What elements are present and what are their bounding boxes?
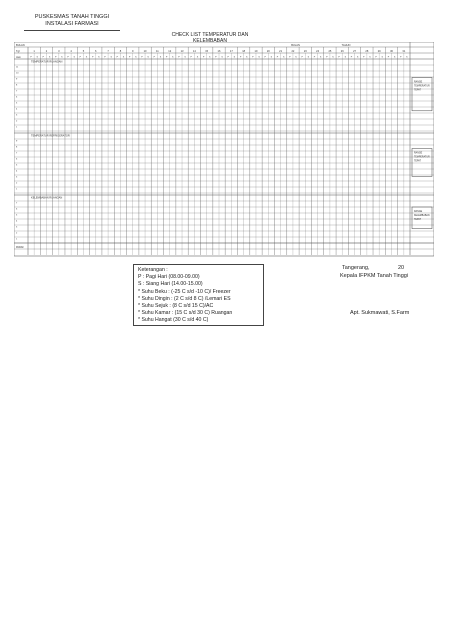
row-tick-label: 10	[16, 72, 19, 75]
header-organization	[24, 14, 120, 28]
day-number: 17	[229, 50, 233, 53]
shift-code: S	[282, 56, 285, 59]
shift-code: P	[178, 56, 180, 59]
row-tick-label: 3	[16, 114, 18, 117]
org-name: PUSKESMAS TANAH TINGGI	[34, 14, 110, 20]
signature-name: Apt. Sukmawati, S.Farm	[350, 310, 410, 316]
shift-code: P	[227, 56, 229, 59]
shift-code: S	[209, 56, 211, 59]
shift-code: P	[190, 56, 193, 59]
day-number: 22	[291, 50, 295, 53]
day-number: 8	[119, 50, 122, 53]
row-tick-label: 8	[16, 84, 18, 87]
day-number: 24	[316, 50, 320, 53]
shift-code: P	[326, 56, 328, 59]
shift-code: S	[48, 56, 51, 59]
shift-code: S	[36, 56, 38, 59]
legend-freezer: * Suhu Beku : (-25 C s/d -10 C)/ Freezer	[138, 288, 231, 295]
legend-box	[133, 264, 264, 326]
shift-code: P	[128, 56, 131, 59]
year-label: TAHUN	[341, 44, 351, 47]
shift-code: P	[54, 56, 57, 59]
row-tick-label: 3	[16, 176, 18, 179]
row-tick-label: 8	[16, 146, 18, 149]
shift-code: S	[159, 56, 162, 59]
row-tick-label: 6	[16, 96, 18, 99]
shift-code: P	[387, 56, 390, 59]
range-note-text: TEMPERATUR	[414, 85, 430, 88]
shift-code: P	[116, 56, 119, 59]
signature-role: Kepala IFPKM Tanah Tinggi	[340, 273, 409, 279]
day-number: 15	[205, 50, 209, 53]
month-label-middle: BULAN	[291, 44, 300, 47]
shift-code: S	[184, 56, 186, 59]
org-unit: INSTALASI FARMASI	[45, 21, 99, 27]
day-number: 11	[156, 50, 159, 53]
day-number: 26	[340, 50, 344, 53]
row-tick-label: 4	[16, 108, 18, 111]
shift-code: S	[270, 56, 273, 59]
range-note-text: TEMPERATUR	[414, 156, 430, 159]
day-number: 19	[254, 50, 258, 53]
shift-code: S	[356, 56, 359, 59]
shift-code: S	[61, 56, 63, 59]
range-note-text: KELEMBABAN	[414, 215, 430, 217]
section-title: TEMPERATUR RUANGAN	[31, 60, 63, 64]
shift-code: P	[42, 56, 45, 59]
row-tick-label: 7	[16, 202, 18, 205]
shift-code: P	[215, 56, 217, 59]
day-number: 21	[279, 50, 283, 53]
shift-code: P	[153, 56, 156, 59]
footer-row-label: PARAF	[16, 246, 24, 249]
day-number: 6	[95, 50, 97, 53]
day-number: 25	[328, 50, 332, 53]
day-number: 31	[402, 50, 406, 53]
day-number: 13	[180, 50, 184, 53]
range-note-text: RANGE	[414, 81, 423, 84]
day-number: 9	[132, 50, 134, 53]
shift-code: P	[313, 56, 316, 59]
shift-code: S	[406, 56, 408, 59]
title-line-1: CHECK LIST TEMPERATUR DAN	[171, 32, 249, 38]
shift-header-label: Jam	[16, 56, 21, 59]
day-number: 14	[192, 50, 196, 53]
shift-code: P	[104, 56, 106, 59]
legend-cool: * Suhu Sejuk : (8 C s/d 15 C)/AC	[138, 303, 214, 310]
row-tick-label: 4	[16, 170, 18, 173]
shift-code: P	[264, 56, 266, 59]
row-tick-label: 7	[16, 90, 18, 93]
shift-code: S	[122, 56, 125, 59]
shift-code: S	[332, 56, 334, 59]
title-line-2: KELEMBABAN	[193, 38, 227, 44]
shift-code: S	[295, 56, 297, 59]
day-number: 10	[143, 50, 147, 53]
checklist-table	[14, 42, 434, 267]
day-number: 28	[365, 50, 369, 53]
shift-code: S	[135, 56, 137, 59]
legend-cold: * Suhu Dingin : (2 C s/d 8 C) /Lemari ES	[138, 295, 231, 302]
shift-code: P	[363, 56, 365, 59]
legend-morning: P : Pagi Hari (08.00-09.00)	[138, 274, 200, 281]
row-tick-label: 1	[16, 188, 18, 191]
shift-code: P	[91, 56, 94, 59]
shift-code: P	[400, 56, 402, 59]
row-tick-label: 4	[16, 220, 18, 223]
shift-code: S	[98, 56, 100, 59]
shift-code: P	[79, 56, 82, 59]
shift-code: P	[165, 56, 168, 59]
day-number: 23	[303, 50, 307, 53]
legend-warm: * Suhu Hangat (30 C s/d 40 C)	[138, 317, 209, 324]
shift-code: P	[350, 56, 353, 59]
day-number: 4	[70, 50, 72, 53]
day-number: 5	[82, 50, 85, 53]
row-tick-label: 1	[16, 238, 18, 241]
shift-code: P	[202, 56, 205, 59]
range-note-text: TEPAT	[414, 160, 422, 163]
legend-heading: Keterangan :	[138, 267, 168, 273]
row-tick-label: 2	[16, 120, 18, 123]
shift-code: S	[381, 56, 384, 59]
day-number: 12	[168, 50, 172, 53]
shift-code: P	[289, 56, 291, 59]
shift-code: S	[221, 56, 223, 59]
row-tick-label: 5	[16, 164, 18, 167]
day-number: 1	[33, 50, 35, 53]
day-number: 27	[353, 50, 356, 53]
shift-code: S	[233, 56, 236, 59]
shift-code: S	[369, 56, 371, 59]
day-number: 7	[107, 50, 109, 53]
shift-code: P	[276, 56, 279, 59]
shift-code: S	[319, 56, 322, 59]
month-label-left: BULAN	[16, 44, 25, 47]
row-tick-label: 11	[16, 66, 19, 69]
row-tick-label: 9	[16, 78, 18, 81]
day-number: 3	[58, 50, 60, 53]
row-tick-label: 7	[16, 152, 18, 155]
day-number: 20	[266, 50, 270, 53]
shift-code: P	[252, 56, 254, 59]
range-note-text: RANGE	[414, 152, 423, 155]
shift-code: S	[393, 56, 396, 59]
row-tick-label: 2	[16, 182, 18, 185]
section-title: KELEMBABAN RUANGAN	[31, 196, 63, 200]
row-tick-label: 5	[16, 214, 18, 217]
header-underline	[24, 30, 120, 31]
shift-code: P	[239, 56, 242, 59]
day-number: 18	[242, 50, 246, 53]
shift-code: P	[375, 56, 377, 59]
shift-code: P	[301, 56, 303, 59]
shift-code: S	[85, 56, 88, 59]
signature-date: 20	[398, 265, 405, 271]
legend-room: * Suhu Kamar : (15 C s/d 30 C) Ruangan	[138, 310, 233, 317]
shift-code: S	[147, 56, 149, 59]
shift-code: S	[307, 56, 310, 59]
row-tick-label: 6	[16, 208, 18, 211]
range-note-text: TEPAT	[414, 89, 422, 92]
range-note-text: RANGE	[414, 211, 423, 213]
row-tick-label: 9	[16, 140, 18, 143]
section-title: TEMPERATUR REFRIGERATOR	[31, 134, 70, 138]
shift-code: P	[141, 56, 143, 59]
row-tick-label: 1	[16, 126, 18, 129]
shift-code: P	[67, 56, 69, 59]
shift-code: P	[338, 56, 340, 59]
shift-code: S	[73, 56, 75, 59]
range-note-text: TEPAT	[414, 219, 422, 221]
days-header-label: Tgl	[16, 50, 20, 53]
row-tick-label: 5	[16, 102, 18, 105]
row-tick-label: 6	[16, 158, 18, 161]
shift-code: S	[172, 56, 174, 59]
row-tick-label: 3	[16, 226, 18, 229]
shift-code: P	[30, 56, 32, 59]
day-number: 30	[390, 50, 393, 53]
shift-code: S	[344, 56, 347, 59]
day-number: 29	[377, 50, 381, 53]
signature-place: Tangerang,	[342, 265, 370, 271]
shift-code: S	[258, 56, 260, 59]
day-number: 2	[45, 50, 48, 53]
shift-code: S	[245, 56, 248, 59]
row-tick-label: 2	[16, 232, 18, 235]
grid-outer-border	[14, 42, 434, 256]
checklist-grid	[14, 42, 434, 262]
day-number: 16	[217, 50, 221, 53]
legend-afternoon: S : Siang Hari (14.00-15.00)	[138, 281, 203, 288]
shift-code: S	[196, 56, 199, 59]
shift-code: S	[110, 56, 112, 59]
